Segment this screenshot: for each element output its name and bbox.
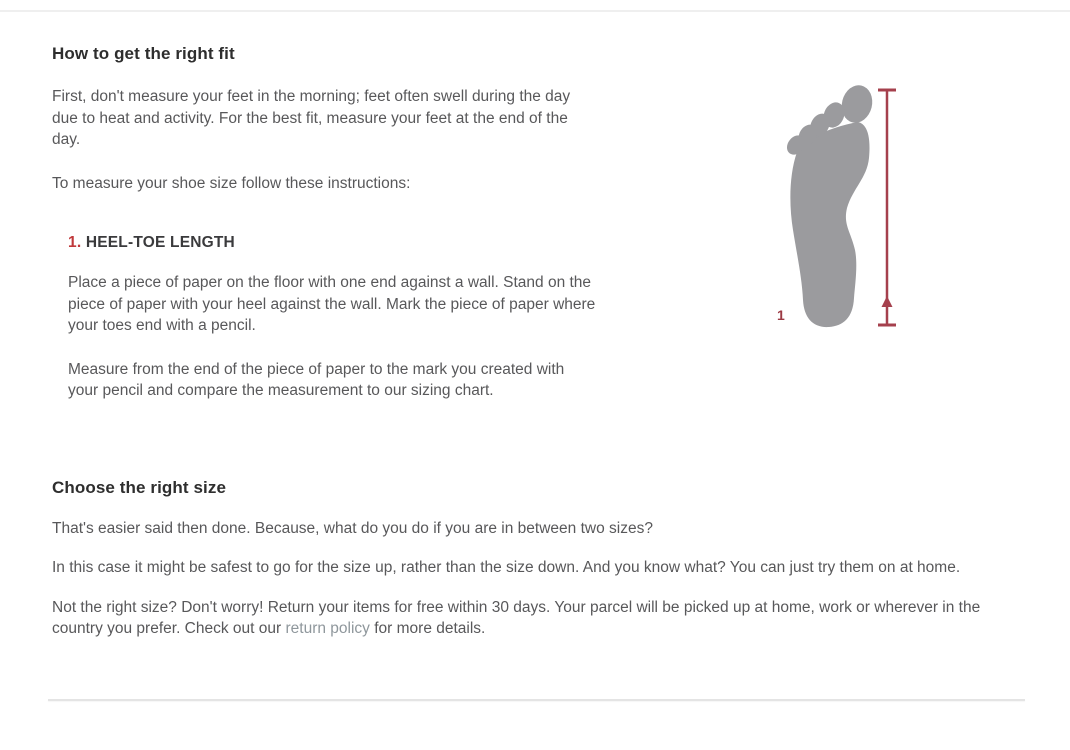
foot-sole-shape [790, 122, 869, 327]
size-paragraph-returns [52, 597, 1027, 640]
foot-illustration-icon [755, 80, 925, 340]
size-paragraph-size-up: In this case it might be safest to go for the size up, rather than the size down. And you know what? You can just try them on at home. [52, 559, 961, 576]
size-section-heading: Choose the right size [52, 477, 227, 497]
fit-paragraph-instructions-intro: To measure your shoe size follow these instructions: [52, 174, 411, 192]
fit-section [52, 0, 1027, 402]
fit-paragraph-measure-timing: First, don't measure your feet in the morning; feet often swell during the day due to heat and activity. For the best fit, measure your feet at the end of the day. [52, 88, 571, 148]
step-paragraph-place-paper: Place a piece of paper on the floor with one end against a wall. Stand on the piece of paper with your heel against the wall. Mark the piece of paper where your toes end with a pencil. [68, 274, 596, 334]
step-paragraph-measure: Measure from the end of the piece of paper to the mark you created with your pencil and compare the measurement to our sizing chart. [68, 360, 565, 399]
foot-measurement-figure [755, 80, 925, 340]
returns-text-after-link: for more details. [369, 620, 486, 637]
step-heading [68, 234, 597, 252]
big-toe-shape [838, 82, 876, 126]
figure-label-1: 1 [777, 307, 785, 323]
step-number: 1. [68, 234, 82, 251]
measurement-arrow-up-icon [882, 296, 893, 307]
step-title: HEEL-TOE LENGTH [81, 234, 235, 251]
size-section [52, 402, 1027, 640]
step-heel-toe-length [68, 234, 597, 402]
returns-text-before-link: Not the right size? Don't worry! Return your items for free within 30 days. Your parcel will be picked up at home, work or wherever in the country you prefer. Check out our [52, 598, 981, 637]
bottom-divider [48, 699, 1025, 701]
return-policy-link[interactable]: return policy [285, 620, 370, 637]
fit-text-column [52, 0, 597, 402]
fit-section-heading: How to get the right fit [52, 44, 235, 63]
size-paragraph-between-sizes: That's easier said then done. Because, what do you do if you are in between two sizes? [52, 519, 653, 537]
